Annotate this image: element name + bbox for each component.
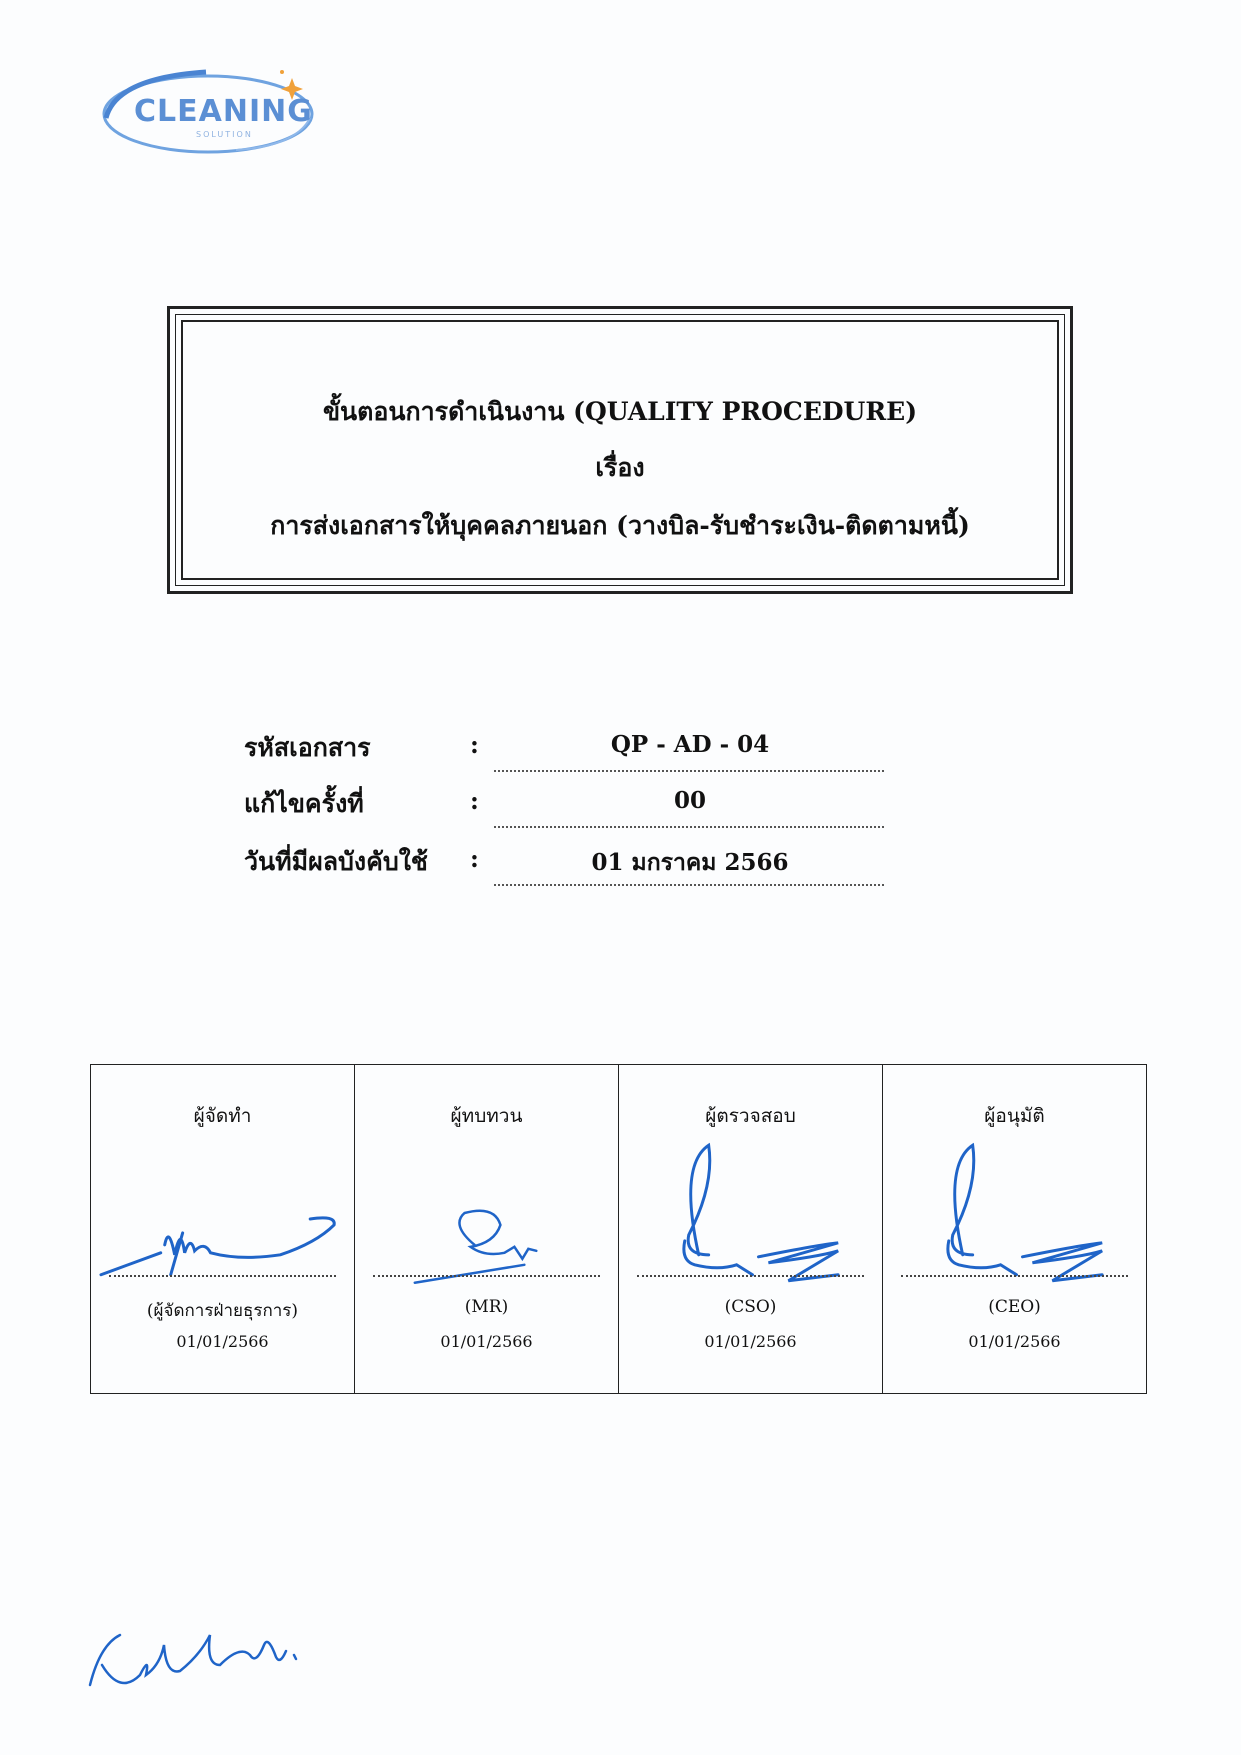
effective-date-colon: : (470, 844, 479, 873)
approval-cell-approver (883, 1065, 1146, 1393)
role-label: ผู้ทบทวน (450, 1105, 523, 1127)
signature-reviewer (355, 1125, 618, 1295)
doc-code-underline (494, 770, 884, 772)
effective-date-label: วันที่มีผลบังคับใช้ (244, 847, 428, 876)
approval-date: 01/01/2566 (704, 1332, 797, 1351)
doc-code-label: รหัสเอกสาร (244, 733, 371, 762)
position-label: (MR) (464, 1297, 509, 1317)
doc-code-colon: : (470, 730, 479, 759)
signature-inspector (619, 1125, 882, 1295)
revision-value: 00 (673, 787, 706, 814)
position-label: (CSO) (724, 1297, 777, 1317)
approval-cell-inspector (619, 1065, 883, 1393)
approval-date: 01/01/2566 (176, 1332, 269, 1351)
effective-date-underline (494, 884, 884, 886)
position-label: (ผู้จัดการฝ่ายธุรการ) (146, 1301, 299, 1321)
role-label: ผู้ตรวจสอบ (705, 1105, 796, 1127)
subject-label: เรื่อง (595, 453, 645, 482)
approval-date: 01/01/2566 (440, 1332, 533, 1351)
signature-approver (883, 1125, 1146, 1295)
company-logo (96, 58, 336, 168)
revision-colon: : (470, 786, 479, 815)
logo-subtext: SOLUTION (196, 130, 253, 139)
signature-line (637, 1275, 864, 1277)
role-label: ผู้จัดทำ (193, 1105, 252, 1127)
signature-line (373, 1275, 600, 1277)
title-box (167, 306, 1073, 594)
doc-code-value: QP - AD - 04 (610, 731, 770, 758)
approval-cell-preparer (91, 1065, 355, 1393)
document-heading: ขั้นตอนการดำเนินงาน (QUALITY PROCEDURE) (322, 397, 918, 426)
logo-text: CLEANING (134, 94, 313, 129)
signature-preparer (91, 1125, 354, 1295)
position-label: (CEO) (988, 1297, 1041, 1317)
document-subject: การส่งเอกสารให้บุคคลภายนอก (วางบิล-รับชำระเงิน-ติดตามหนี้) (270, 511, 970, 540)
approval-date: 01/01/2566 (968, 1332, 1061, 1351)
signature-line (109, 1275, 336, 1277)
role-label: ผู้อนุมัติ (984, 1105, 1045, 1127)
effective-date-value: 01 มกราคม 2566 (591, 849, 789, 876)
approval-cell-reviewer (355, 1065, 619, 1393)
signature-line (901, 1275, 1128, 1277)
revision-underline (494, 826, 884, 828)
page-initials-signature (80, 1605, 320, 1710)
revision-label: แก้ไขครั้งที่ (244, 789, 364, 818)
approval-table (90, 1064, 1147, 1394)
